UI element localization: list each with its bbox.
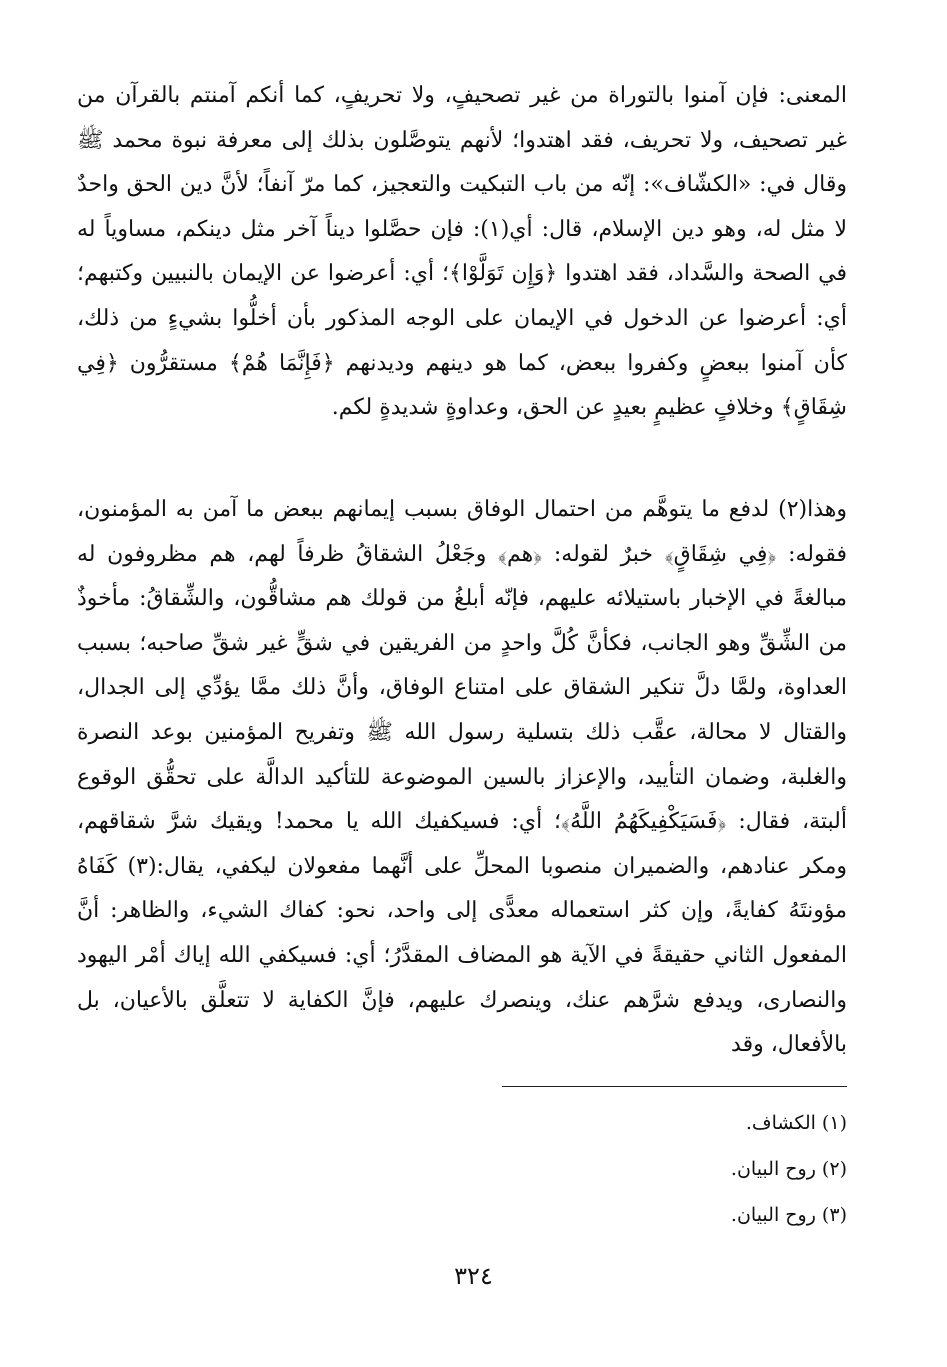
body-paragraph-1: المعنى: فإن آمنوا بالتوراة من غير تصحيفٍ، ولا تحريفٍ، كما أنكم آمنتم بالقرآن من غير تصحيف، ولا تحريف، فقد اهتدوا؛ لأنهم يتوصَّلون بذلك إلى معرفة نبوة محمد ﷺ وقال في: «الكشّاف»: إنّه من باب التبكيت والتعجيز، كما مرّ آنفاً؛ لأنَّ دين الحق واحدٌ لا مثل له، وهو دين الإسلام، قال: أي(١): فإن حصَّلوا ديناً آخر مثل دينكم، مساوياً له في الصحة والسَّداد، فقد اهتدوا ﴿وَإِن تَوَلَّوْا﴾؛ أي: أعرضوا عن الإيمان بالنبيين وكتبهم؛ أي: أعرضوا عن الدخول في الإيمان على الوجه المذكور بأن أخلُّوا بشيءٍ من ذلك، كأن آمنوا ببعضٍ وكفروا ببعض، كما هو دينهم وديدنهم ﴿فَإِنَّمَا هُمْ﴾ مستقرُّون ﴿فِي شِقَاقٍ﴾ وخلافٍ عظيمٍ بعيدٍ عن الحق، وعداوةٍ شديدةٍ لكم. [77, 83, 847, 421]
footnote-1: (١) الكشاف. [745, 1112, 847, 1134]
footnote-2: (٢) روح البيان. [730, 1158, 847, 1180]
page-number: ٣٢٤ [454, 1262, 493, 1290]
footnote-3: (٣) روح البيان. [730, 1204, 847, 1226]
body-paragraph-2: وهذا(٢) لدفع ما يتوهَّم من احتمال الوفاق بسبب إيمانهم ببعض ما آمن به المؤمنون، فقوله: ﴿فِي شِقَاقٍ﴾ خبرٌ لقوله: ﴿هم﴾ وجَعْلُ الشقاقُ ظرفاً لهم، هم مظروفون له مبالغةً في الإخبار باستيلائه عليهم، فإنّه أبلغُ من قولك هم مشاقُّون، والشِّقاقُ: مأخوذٌ من الشِّقِّ وهو الجانب، فكأنَّ كُلَّ واحدٍ من الفريقين في شقٍّ غير شقِّ صاحبه؛ بسبب العداوة، ولمَّا دلَّ تنكير الشقاق على امتناع الوفاق، وأنَّ ذلك ممَّا يؤدِّي إلى الجدال، والقتال لا محالة، عقَّب ذلك بتسلية رسول الله ﷺ وتفريح المؤمنين بوعد النصرة والغلبة، وضمان التأييد، والإعزاز بالسين الموضوعة للتأكيد الدالَّة على تحقُّق الوقوع ألبتة، فقال: ﴿فَسَيَكْفِيكَهُمُ اللَّهُ﴾؛ أي: فسيكفيك الله يا محمد! ويقيك شرَّ شقاقهم، ومكر عنادهم، والضميران منصوبا المحلِّ على أنَّهما مفعولان ليكفي، يقال:(٣) كَفَاهُ مؤونتَهُ كفايةً، وإن كثر استعماله معدًّى إلى واحد، نحو: كفاك الشيء، والظاهر: أنَّ المفعول الثاني حقيقةً في الآية هو المضاف المقدَّرُ؛ أي: فسيكفي الله إياك أمْر اليهود والنصارى، ويدفع شرَّهم عنك، وينصرك عليهم، فإنَّ الكفاية لا تتعلَّق بالأعيان، بل بالأفعال، وقد [77, 497, 847, 1058]
footnotes-section [347, 1100, 847, 1238]
footnote-divider [502, 1086, 847, 1087]
